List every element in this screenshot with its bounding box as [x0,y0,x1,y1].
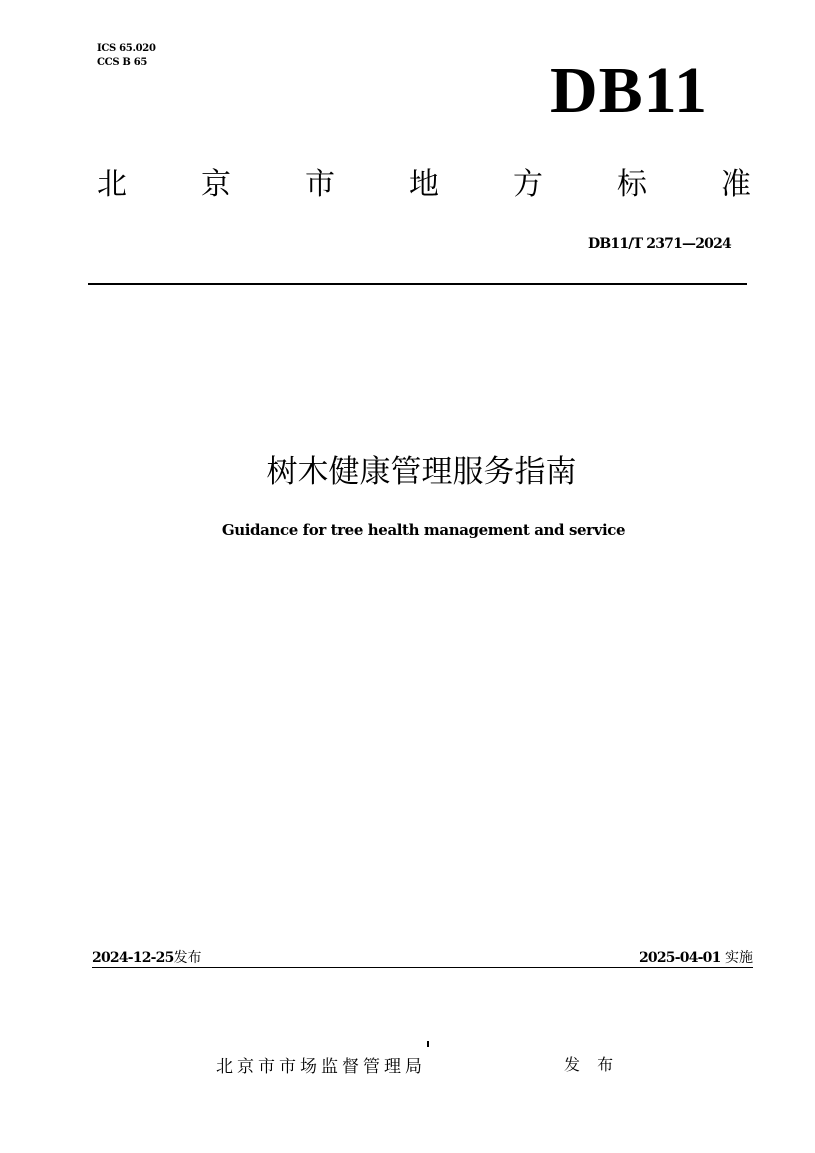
publish-date-block [92,947,202,967]
header-divider [88,283,747,285]
stray-mark [427,1041,429,1047]
classification-codes [97,42,156,70]
document-title-chinese: 树木健康管理服务指南 [266,454,577,490]
footer-divider [92,967,753,968]
ccs-code: CCS B 65 [97,57,148,68]
publish-date: 2024-12-25 [92,950,174,966]
standard-number: DB11/T 2371—2024 [588,236,731,252]
publisher-name: 北京市市场监督管理局 [216,1057,426,1077]
issued-label: 发 布 [564,1055,620,1074]
standard-type-char: 北 [97,167,127,202]
standard-type-heading [97,165,751,205]
standard-type-char: 准 [721,167,751,202]
standard-type-char: 地 [409,167,439,202]
implement-label: 实施 [725,950,753,966]
standard-logo: DB11 [549,54,708,127]
implement-date: 2025-04-01 [638,950,721,966]
standard-type-char: 方 [513,167,543,202]
publish-label: 发布 [173,950,202,966]
standard-type-char: 标 [617,167,647,202]
standard-type-char: 京 [201,167,231,202]
document-title-english: Guidance for tree health management and service [221,521,626,539]
ics-code: ICS 65.020 [97,43,156,54]
implement-date-block [639,947,753,967]
standard-type-char: 市 [305,167,335,202]
